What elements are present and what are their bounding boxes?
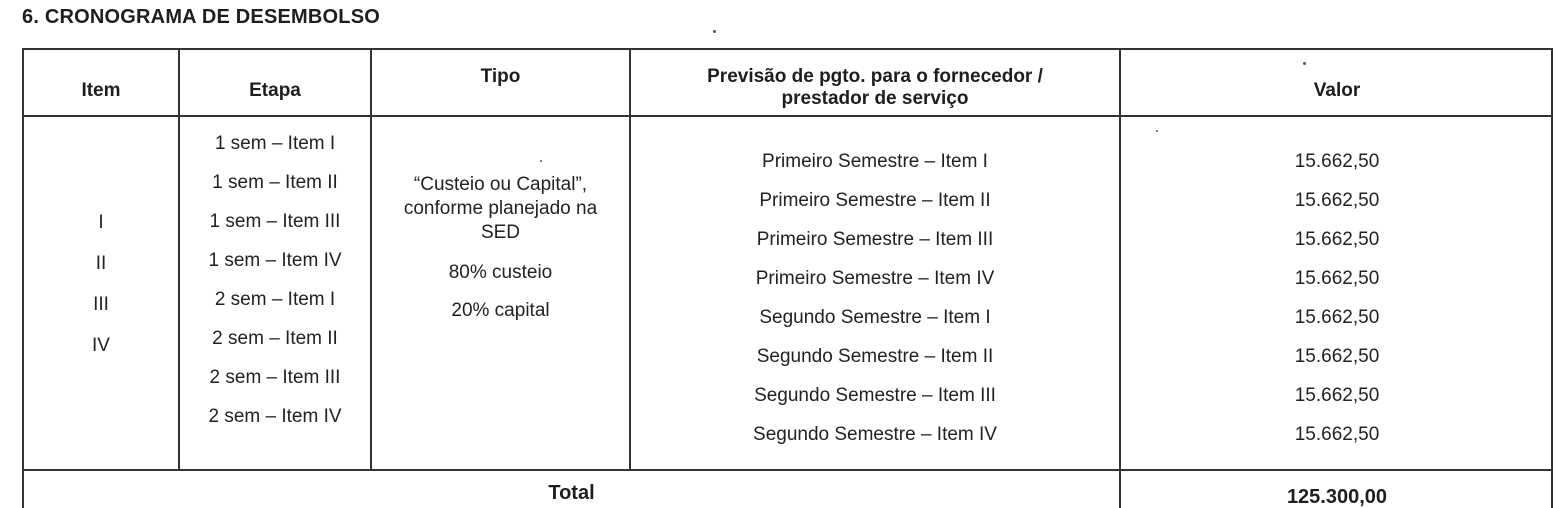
valor-cell: 15.662,50 bbox=[1294, 385, 1380, 406]
etapa-cell: 2 sem – Item II bbox=[212, 328, 338, 349]
header-item: Item bbox=[81, 80, 121, 101]
header-etapa: Etapa bbox=[249, 80, 301, 101]
previsao-cell: Primeiro Semestre – Item I bbox=[762, 151, 988, 172]
tipo-line3: SED bbox=[480, 222, 521, 243]
valor-cell: 15.662,50 bbox=[1294, 190, 1380, 211]
total-label: Total bbox=[548, 482, 595, 504]
header-previsao bbox=[631, 66, 1119, 110]
tipo-capital: 20% capital bbox=[451, 300, 550, 321]
previsao-cell: Segundo Semestre – Item II bbox=[756, 346, 994, 367]
etapa-cell: 2 sem – Item I bbox=[214, 289, 336, 310]
etapa-cell: 2 sem – Item IV bbox=[208, 406, 342, 427]
previsao-cell: Primeiro Semestre – Item IV bbox=[755, 268, 995, 289]
header-bottom-rule bbox=[22, 115, 1553, 117]
header-tipo: Tipo bbox=[480, 66, 521, 87]
item-list bbox=[24, 212, 178, 376]
previsao-cell: Segundo Semestre – Item III bbox=[754, 385, 996, 406]
valor-cell: 15.662,50 bbox=[1294, 346, 1380, 367]
header-valor: Valor bbox=[1313, 80, 1361, 101]
previsao-cell: Segundo Semestre – Item IV bbox=[753, 424, 997, 445]
valor-list bbox=[1121, 151, 1553, 463]
header-previsao-line2: prestador de serviço bbox=[781, 88, 969, 109]
valor-cell: 15.662,50 bbox=[1294, 229, 1380, 250]
previsao-list bbox=[631, 151, 1119, 463]
item-cell: II bbox=[95, 253, 107, 274]
etapa-cell: 1 sem – Item I bbox=[214, 133, 336, 154]
previsao-cell: Primeiro Semestre – Item III bbox=[756, 229, 994, 250]
tipo-line2: conforme planejado na bbox=[403, 198, 598, 219]
valor-cell: 15.662,50 bbox=[1294, 424, 1380, 445]
etapa-cell: 1 sem – Item II bbox=[212, 172, 338, 193]
valor-cell: 15.662,50 bbox=[1294, 268, 1380, 289]
valor-cell: 15.662,50 bbox=[1294, 151, 1380, 172]
etapa-cell: 1 sem – Item III bbox=[209, 211, 341, 232]
etapa-cell: 1 sem – Item IV bbox=[208, 250, 342, 271]
previsao-cell: Segundo Semestre – Item I bbox=[759, 307, 991, 328]
tipo-custeio: 80% custeio bbox=[448, 262, 553, 283]
body-bottom-rule bbox=[22, 469, 1553, 471]
previsao-cell: Primeiro Semestre – Item II bbox=[759, 190, 991, 211]
etapa-list bbox=[180, 133, 370, 445]
item-cell: III bbox=[93, 294, 109, 315]
item-cell: IV bbox=[92, 335, 110, 356]
item-cell: I bbox=[98, 212, 104, 233]
valor-cell: 15.662,50 bbox=[1294, 307, 1380, 328]
etapa-cell: 2 sem – Item III bbox=[209, 367, 341, 388]
header-previsao-line1: Previsão de pgto. para o fornecedor / bbox=[707, 66, 1043, 87]
col-divider-etapa bbox=[370, 48, 372, 470]
tipo-line1: “Custeio ou Capital”, bbox=[413, 174, 588, 195]
total-value: 125.300,00 bbox=[1286, 486, 1388, 508]
scan-speck bbox=[713, 30, 716, 33]
section-title: 6. CRONOGRAMA DE DESEMBOLSO bbox=[22, 6, 381, 28]
